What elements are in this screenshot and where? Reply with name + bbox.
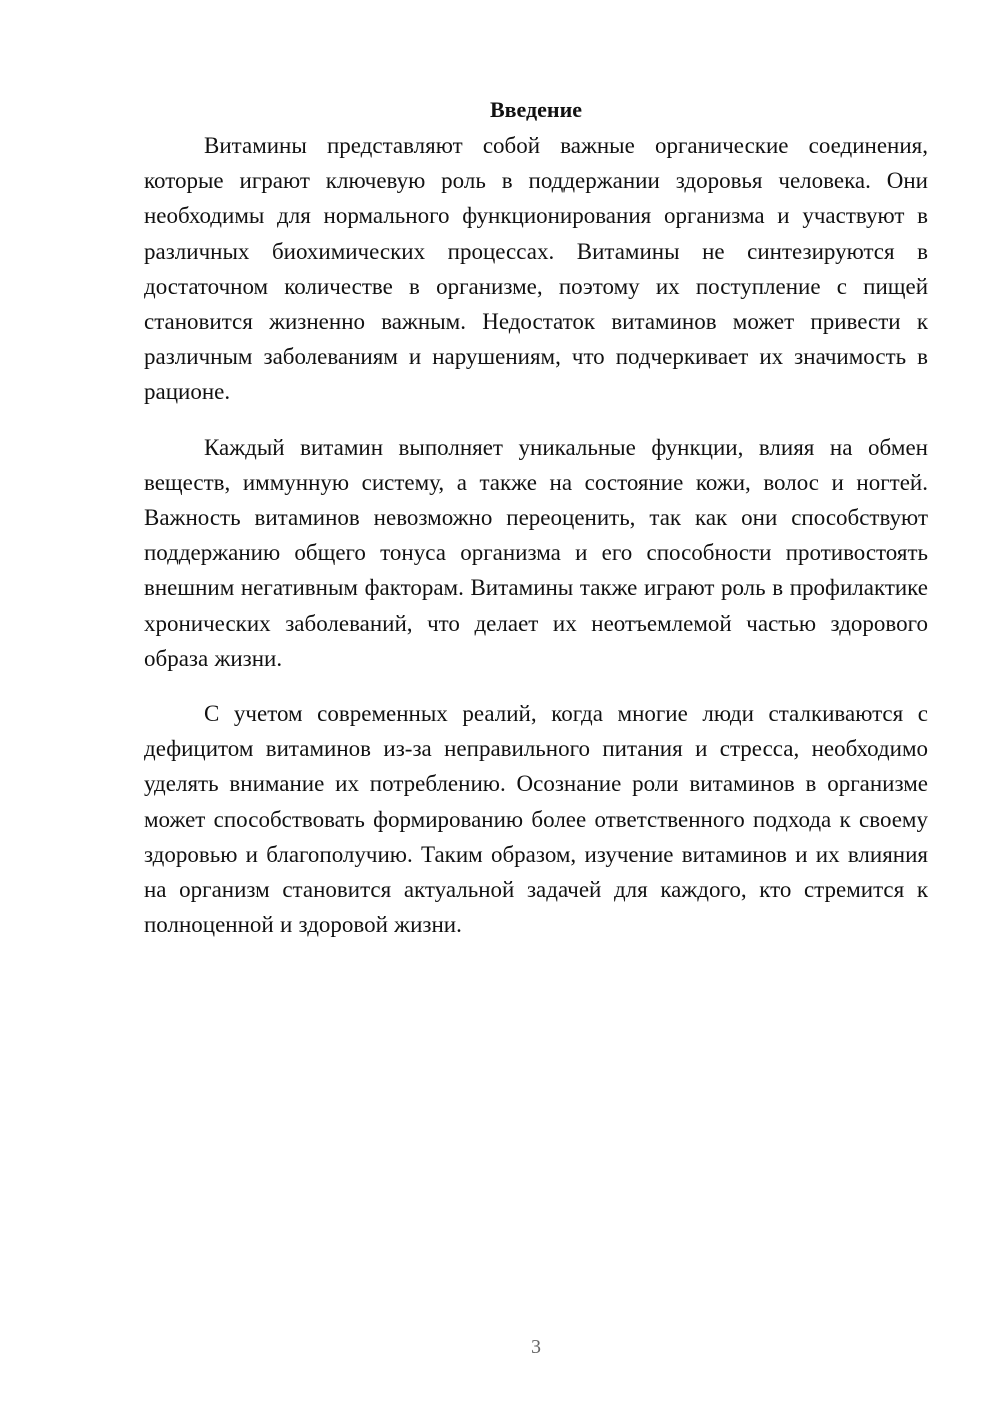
page-number-footer — [0, 1334, 1000, 1360]
paragraph-1: Витамины представляют собой важные органические соединения, которые играют ключевую роль в поддержании здоровья человека. Они необходимы для нормального функционирования организма и участвуют в различных биохимических процессах. Витамины не синтезируются в достаточном количестве в организме, поэтому их поступление с пищей становится жизненно важным. Недостаток витаминов может привести к различным заболеваниям и нарушениям, что подчеркивает их значимость в рационе. — [144, 133, 928, 405]
page-content — [144, 92, 928, 942]
section-title: Введение — [489, 97, 583, 122]
page-number: 3 — [531, 1336, 541, 1358]
paragraph-3: С учетом современных реалий, когда многие люди сталкиваются с дефицитом витаминов из-за неправильного питания и стресса, необходимо уделять внимание их потреблению. Осознание роли витаминов в организме может способствовать формированию более ответственного подхода к своему здоровью и благополучию. Таким образом, изучение витаминов и их влияния на организм становится актуальной задачей для каждого, кто стремится к полноценной и здоровой жизни. — [144, 701, 928, 938]
paragraph-2: Каждый витамин выполняет уникальные функции, влияя на обмен веществ, иммунную систему, а также на состояние кожи, волос и ногтей. Важность витаминов невозможно переоценить, так как они способствуют поддержанию общего тонуса организма и его способности противостоять внешним негативным факторам. Витамины также играют роль в профилактике хронических заболеваний, что делает их неотъемлемой частью здорового образа жизни. — [144, 434, 928, 671]
